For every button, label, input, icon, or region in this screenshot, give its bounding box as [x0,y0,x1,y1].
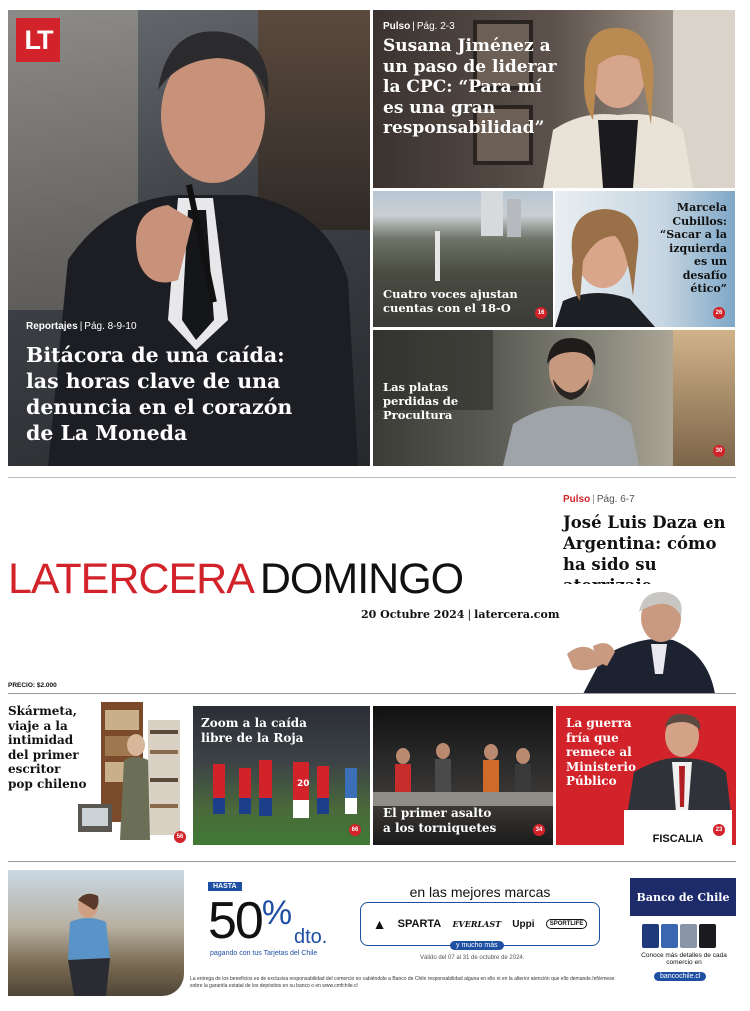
ad-valido: Válido del 07 al 31 de octubre de 2024. [420,955,525,961]
brand-everlast: EVERLAST [452,919,502,929]
lt-logo[interactable]: LT [16,18,60,62]
torniquetes-figure [373,726,553,806]
svg-text:20: 20 [297,779,310,789]
roja-photo[interactable] [193,706,370,845]
guerra-page: 23 [713,824,725,836]
crowd-caption: Cuatro voces ajustan cuentas con el 18-O [383,287,518,315]
roja-caption: Zoom a la caída libre de la Roja [201,716,307,745]
lead-kicker: Reportajes | Pág. 8-9-10 [26,321,137,332]
masthead[interactable] [8,556,463,602]
masthead-latercera: LATERCERA [8,555,254,603]
crowd-page: 16 [535,307,547,319]
guerra-photo[interactable] [556,706,736,845]
masthead-domingo: DOMINGO [259,555,464,603]
ad-runner-photo[interactable] [8,870,184,996]
skarmeta-page: 56 [174,831,186,843]
torniquetes-page: 34 [533,824,545,836]
roja-figure [193,746,370,845]
ad-conoce: Conoce más detalles de cada comercio en [641,952,727,966]
masthead-dateline: 20 Octubre 2024 | latercera.com [361,608,560,621]
cubillos-caption: Marcela Cubillos: “Sacar a la izquierda es un desafío ético” [659,201,727,295]
lead-headline[interactable]: Bitácora de una caída: las horas clave de una denuncia en el corazón de La Moneda [26,343,293,445]
brand-sportlife: SPORTLIFE [546,919,588,929]
brand-uppi: Uppi [512,918,535,930]
ad-bank-logo[interactable]: Banco de Chile [630,878,736,916]
torniquetes-caption: El primer asalto a los torniquetes [383,806,497,835]
daza-headline[interactable]: José Luis Daza en Argentina: cómo ha sido su [563,513,726,574]
jimenez-photo[interactable] [373,10,735,188]
site-link[interactable]: latercera.com [474,608,560,621]
cubillos-page: 26 [713,307,725,319]
daza-photo[interactable] [563,584,718,694]
skarmeta-caption: Skármeta, viaje a la intimidad del primer escritor pop chileno [8,704,87,791]
price: PRECIO: $2.000 [8,682,57,689]
brand-sparta: SPARTA [397,918,442,930]
ad-mucho-mas: y mucho más [450,941,504,950]
jimenez-headline[interactable]: Susana Jiménez a un paso de liderar la CPC: “Para mí es una gran responsabilidad” [383,36,557,138]
procultura-photo[interactable] [373,330,735,466]
skarmeta-figure [76,700,188,845]
roja-page: 66 [349,824,361,836]
edition-date: 20 Octubre 2024 [361,608,465,621]
ad-offer[interactable] [200,878,348,968]
adidas-logo-icon: ▲ [372,916,387,932]
ad-hasta: HASTA [208,882,242,891]
ad-cards [642,924,716,948]
jimenez-figure [543,20,693,188]
torniquetes-photo[interactable] [373,706,553,845]
procultura-figure [503,334,643,466]
runner-figure [48,888,148,996]
ad-legal: La entrega de los beneficios es de exclusiva responsabilidad del comercio no cabiéndole a Banco de Chile responsabilidad alguna en ello ni en la alterior atención que ello demande.Infórmese sobre la garantía estatal de los depósitos en su banco o en www.cmfchile.cl [190,976,615,989]
procultura-page: 30 [713,445,725,457]
daza-figure [563,584,718,694]
ad-marcas-title: en las mejores marcas [409,884,551,900]
ad-dto: dto. [294,926,328,948]
crowd-photo[interactable] [373,191,553,327]
ad-brand-strip[interactable] [360,902,600,946]
ad-pagando: pagando con tus Tarjetas del Chile [210,950,318,957]
ad-percent: 50% [208,892,293,950]
lead-photo[interactable] [8,10,370,466]
daza-kicker: Pulso | Pág. 6-7 [563,494,635,505]
skarmeta-item[interactable] [8,700,188,845]
cubillos-photo[interactable] [555,191,735,327]
jimenez-kicker: Pulso | Pág. 2-3 [383,21,455,32]
procultura-caption: Las platas perdidas de Procultura [383,380,459,422]
guerra-caption: La guerra fría que remece al Ministerio Público [566,716,636,788]
ad-bank-site[interactable]: bancochile.cl [654,972,706,981]
fiscalia-sign: FISCALIA [652,833,704,845]
